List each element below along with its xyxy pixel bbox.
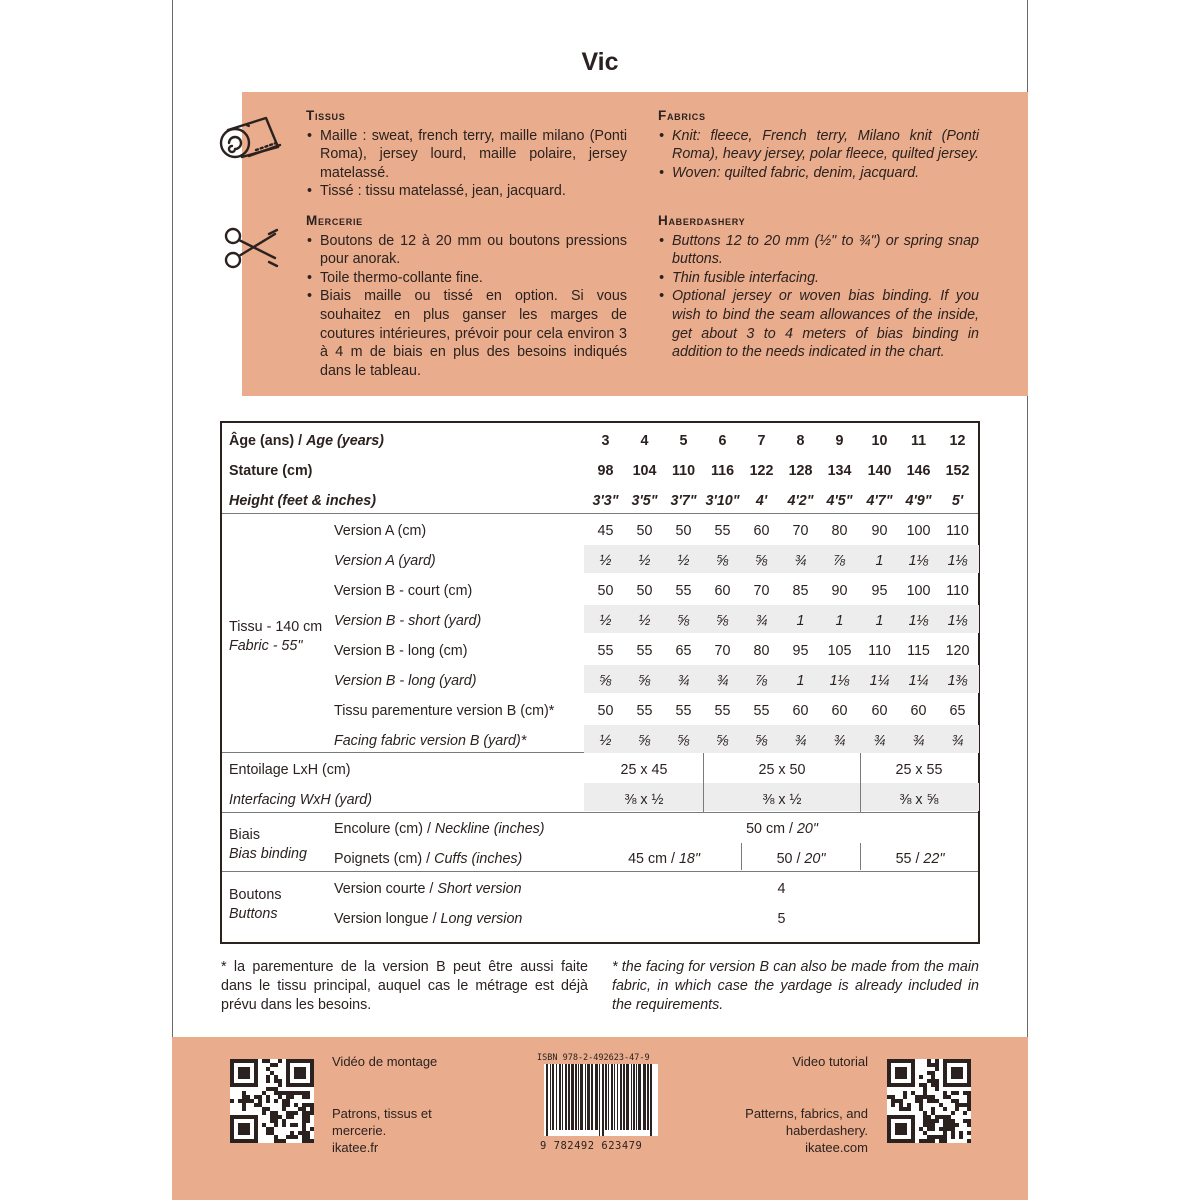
buttons-label: Boutons Buttons bbox=[229, 887, 282, 922]
fabric-row-label: Tissu parementure version B (cm)* bbox=[334, 703, 555, 719]
age-value: 4 bbox=[640, 433, 649, 449]
fabric-row-value: 100 bbox=[906, 523, 931, 539]
fabric-row-value: ½ bbox=[599, 733, 612, 749]
divider bbox=[703, 753, 704, 812]
fabric-row-value: 90 bbox=[831, 583, 848, 599]
fabric-row-value: 110 bbox=[868, 643, 891, 659]
list-item: • Boutons de 12 à 20 mm ou boutons pressions pour anorak. bbox=[306, 232, 627, 269]
fabric-row-value: 50 bbox=[636, 523, 653, 539]
fabric-row-value: 50 bbox=[597, 583, 614, 599]
fabric-row-value: 80 bbox=[831, 523, 848, 539]
interfacing-yard: ⅜ x ½ bbox=[624, 792, 664, 808]
fabric-row-value: 95 bbox=[871, 583, 888, 599]
list-item: • Tissé : tissu matelassé, jean, jacquard. bbox=[306, 182, 627, 201]
fabric-row-value: ⅝ bbox=[638, 673, 651, 689]
fabric-row-value: 60 bbox=[714, 583, 731, 599]
stature-value: 146 bbox=[906, 463, 931, 479]
age-value: 10 bbox=[871, 433, 888, 449]
list-item: • Maille : sweat, french terry, maille milano (Ponti Roma), jersey lourd, maille polaire, jersey matelassé. bbox=[306, 127, 627, 183]
fabric-row-value: 70 bbox=[714, 643, 731, 659]
list-item: • Buttons 12 to 20 mm (½" to ¾") or spring snap buttons. bbox=[658, 232, 979, 269]
fabric-row-value: ⅞ bbox=[755, 673, 768, 689]
fabric-row-value: 55 bbox=[675, 583, 692, 599]
fabric-row-value: 1 bbox=[835, 613, 844, 629]
short-version-value: 4 bbox=[777, 881, 786, 897]
fabric-row-value: 100 bbox=[906, 583, 931, 599]
long-version-label: Version longue / Long version bbox=[334, 911, 523, 927]
fabric-row-value: ¾ bbox=[677, 673, 690, 689]
height-value: 4'5" bbox=[826, 493, 853, 509]
long-version-value: 5 bbox=[777, 911, 786, 927]
fabric-row-value: 105 bbox=[827, 643, 852, 659]
height-value: 3'10" bbox=[705, 493, 740, 509]
interfacing-yard: ⅜ x ½ bbox=[762, 792, 802, 808]
fabric-row-value: 55 bbox=[753, 703, 770, 719]
height-value: 3'3" bbox=[592, 493, 619, 509]
fabric-row-value: 65 bbox=[949, 703, 966, 719]
list-item: • Toile thermo-collante fine. bbox=[306, 269, 627, 288]
divider bbox=[860, 753, 861, 812]
height-value: 4'2" bbox=[787, 493, 814, 509]
fabric-row-value: 70 bbox=[792, 523, 809, 539]
list-item: • Biais maille ou tissé en option. Si vous souhaitez en plus ganser les marges de coutures intérieures, prévoir pour cela environ 3 à 4 m de biais en plus des besoins indiqués dans le tableau. bbox=[306, 287, 627, 380]
fabrics-en-heading: Fabrics bbox=[658, 108, 706, 123]
qr-code-icon[interactable] bbox=[230, 1059, 314, 1148]
fabric-row-value: 85 bbox=[792, 583, 809, 599]
fabric-row-value: 55 bbox=[636, 703, 653, 719]
fabric-row-value: 1¼ bbox=[869, 673, 890, 689]
stature-value: 140 bbox=[867, 463, 892, 479]
fabric-row-value: 45 bbox=[597, 523, 614, 539]
fabric-row-value: 1⅛ bbox=[908, 553, 929, 569]
stature-label: Stature (cm) bbox=[229, 463, 313, 479]
fabric-row-value: ⅝ bbox=[755, 733, 768, 749]
interfacing-label-fr: Entoilage LxH (cm) bbox=[229, 762, 351, 778]
fabric-row-value: ¾ bbox=[912, 733, 925, 749]
fabric-row-label: Version B - court (cm) bbox=[334, 583, 473, 599]
fabric-row-value: 90 bbox=[871, 523, 888, 539]
fabric-row-value: ½ bbox=[599, 613, 612, 629]
cuffs-value: 55 / 22" bbox=[895, 851, 945, 867]
interfacing-label-en: Interfacing WxH (yard) bbox=[229, 792, 373, 808]
fabric-row-label: Version B - long (yard) bbox=[334, 673, 477, 689]
fabric-row-value: 60 bbox=[792, 703, 809, 719]
age-value: 6 bbox=[718, 433, 727, 449]
stature-value: 152 bbox=[945, 463, 970, 479]
fabric-row-value: ¾ bbox=[716, 673, 729, 689]
interfacing-cm: 25 x 45 bbox=[620, 762, 668, 778]
divider bbox=[222, 871, 978, 872]
age-value: 8 bbox=[796, 433, 805, 449]
fabric-row-value: 50 bbox=[636, 583, 653, 599]
fabrics-fr-section bbox=[306, 107, 627, 201]
fabric-row-value: ⅝ bbox=[755, 553, 768, 569]
fabric-row-value: 50 bbox=[597, 703, 614, 719]
age-value: 9 bbox=[835, 433, 844, 449]
video-en-label: Video tutorial bbox=[792, 1054, 868, 1069]
interfacing-cm: 25 x 50 bbox=[758, 762, 806, 778]
fabric-row-value: 55 bbox=[675, 703, 692, 719]
list-item: • Thin fusible interfacing. bbox=[658, 269, 979, 288]
site-en-link[interactable]: ikatee.com bbox=[805, 1140, 868, 1155]
cuffs-label: Poignets (cm) / Cuffs (inches) bbox=[334, 851, 523, 867]
barcode-number: 9 782492 623479 bbox=[540, 1140, 643, 1152]
requirements-table bbox=[220, 421, 980, 944]
footnote-fr: * la parementure de la version B peut être aussi faite dans le tissu principal, auquel cas le métrage est déjà prévu dans les besoins. bbox=[221, 959, 588, 1013]
site-fr-link[interactable]: ikatee.fr bbox=[332, 1140, 379, 1155]
fabric-row-value: 55 bbox=[597, 643, 614, 659]
page-title: Vic bbox=[581, 48, 619, 76]
list-item: • Knit: fleece, French terry, Milano knit (Ponti Roma), heavy jersey, polar fleece, quilted jersey. bbox=[658, 127, 979, 164]
fabric-row-value: 50 bbox=[675, 523, 692, 539]
fabric-row-value: ¾ bbox=[951, 733, 964, 749]
fabric-row-value: ⅞ bbox=[833, 553, 846, 569]
fabric-row-label: Version B - short (yard) bbox=[334, 613, 482, 629]
stature-value: 98 bbox=[597, 463, 614, 479]
notions-en-heading: Haberdashery bbox=[658, 213, 746, 228]
fabric-row-value: ½ bbox=[677, 553, 690, 569]
fabric-row-value: ¾ bbox=[755, 613, 768, 629]
age-value: 12 bbox=[949, 433, 966, 449]
qr-code-icon[interactable] bbox=[887, 1059, 971, 1148]
fabric-row-value: ½ bbox=[638, 553, 651, 569]
footnote-en: * the facing for version B can also be made from the main fabric, in which case the yardage is already included in the requirements. bbox=[612, 959, 979, 1013]
list-item: • Optional jersey or woven bias binding. If you wish to bind the seam allowances of the inside, get about 3 to 4 meters of bias binding in addition to the needs indicated in the chart. bbox=[658, 287, 979, 361]
fabric-row-value: 1⅛ bbox=[947, 613, 968, 629]
fabric-row-label: Version B - long (cm) bbox=[334, 643, 468, 659]
scissors-icon bbox=[221, 222, 281, 279]
height-value: 4' bbox=[755, 493, 768, 509]
age-value: 3 bbox=[601, 433, 610, 449]
bias-label: Biais Bias binding bbox=[229, 827, 307, 862]
neckline-label: Encolure (cm) / Neckline (inches) bbox=[334, 821, 545, 837]
fabrics-en-section bbox=[658, 107, 979, 182]
height-value: 4'7" bbox=[866, 493, 893, 509]
interfacing-yard: ⅜ x ⅝ bbox=[899, 792, 939, 808]
fabric-row-value: 55 bbox=[714, 523, 731, 539]
fabric-row-value: 1 bbox=[796, 673, 805, 689]
fabric-row-value: 60 bbox=[831, 703, 848, 719]
fabric-row-value: ¾ bbox=[873, 733, 886, 749]
barcode-icon bbox=[544, 1064, 658, 1141]
fabric-row-value: ⅝ bbox=[599, 673, 612, 689]
fabric-row-value: 110 bbox=[946, 523, 969, 539]
divider bbox=[222, 812, 978, 813]
notions-en-section bbox=[658, 212, 979, 362]
fabric-row-value: 65 bbox=[675, 643, 692, 659]
fabric-row-value: 1 bbox=[796, 613, 805, 629]
height-label: Height (feet & inches) bbox=[229, 493, 376, 509]
fabric-row-value: 60 bbox=[910, 703, 927, 719]
height-value: 4'9" bbox=[905, 493, 932, 509]
fabric-row-value: 1⅛ bbox=[829, 673, 850, 689]
fabric-row-value: 115 bbox=[907, 643, 930, 659]
fabric-row-value: ⅝ bbox=[677, 613, 690, 629]
fabric-row-value: 1 bbox=[875, 613, 884, 629]
fabric-row-value: 55 bbox=[636, 643, 653, 659]
age-value: 5 bbox=[679, 433, 688, 449]
fabric-row-value: 80 bbox=[753, 643, 770, 659]
fabric-row-value: ½ bbox=[599, 553, 612, 569]
stature-value: 128 bbox=[788, 463, 813, 479]
fabric-row-value: 1⅜ bbox=[947, 673, 968, 689]
fabric-row-value: 95 bbox=[792, 643, 809, 659]
fabric-row-label: Facing fabric version B (yard)* bbox=[334, 733, 527, 749]
fabric-row-value: 1¼ bbox=[908, 673, 929, 689]
fabric-row-value: 120 bbox=[945, 643, 970, 659]
notions-fr-heading: Mercerie bbox=[306, 213, 363, 228]
fabric-row-value: ¾ bbox=[794, 553, 807, 569]
height-value: 5' bbox=[951, 493, 964, 509]
patterns-en-text: Patterns, fabrics, and haberdashery. bbox=[745, 1106, 868, 1138]
video-fr-label: Vidéo de montage bbox=[332, 1054, 438, 1069]
stature-value: 110 bbox=[671, 463, 696, 479]
fabric-row-value: ⅝ bbox=[677, 733, 690, 749]
cuffs-value: 45 cm / 18" bbox=[628, 851, 700, 867]
fabric-row-value: 60 bbox=[753, 523, 770, 539]
fabrics-fr-heading: Tissus bbox=[306, 108, 346, 123]
fabric-row-value: ⅝ bbox=[716, 733, 729, 749]
stature-value: 116 bbox=[710, 463, 735, 479]
fabric-row-value: 55 bbox=[714, 703, 731, 719]
fabric-roll-icon bbox=[218, 112, 284, 173]
fabric-row-value: 1 bbox=[875, 553, 884, 569]
stature-value: 134 bbox=[827, 463, 852, 479]
fabric-row-label: Version A (cm) bbox=[334, 523, 427, 539]
neckline-value: 50 cm / 20" bbox=[746, 821, 818, 837]
fabric-row-value: ⅝ bbox=[638, 733, 651, 749]
cuffs-value: 50 / 20" bbox=[776, 851, 826, 867]
stature-value: 104 bbox=[632, 463, 657, 479]
fabric-row-value: ½ bbox=[638, 613, 651, 629]
fabric-row-value: 70 bbox=[753, 583, 770, 599]
list-item: • Woven: quilted fabric, denim, jacquard. bbox=[658, 164, 979, 183]
patterns-fr-text: Patrons, tissus et mercerie. bbox=[332, 1106, 432, 1138]
fabric-row-value: 110 bbox=[946, 583, 969, 599]
fabric-row-label: Version A (yard) bbox=[334, 553, 436, 569]
height-value: 3'7" bbox=[670, 493, 697, 509]
fabric-row-value: 1⅛ bbox=[908, 613, 929, 629]
fabric-group-label: Tissu - 140 cm Fabric - 55" bbox=[229, 619, 323, 654]
divider bbox=[222, 513, 978, 514]
age-value: 11 bbox=[910, 433, 927, 449]
stature-value: 122 bbox=[749, 463, 774, 479]
fabric-row-value: ¾ bbox=[833, 733, 846, 749]
fabric-row-value: 1⅛ bbox=[947, 553, 968, 569]
fabric-row-value: ¾ bbox=[794, 733, 807, 749]
short-version-label: Version courte / Short version bbox=[334, 881, 522, 897]
fabric-row-value: ⅝ bbox=[716, 553, 729, 569]
fabric-row-value: 60 bbox=[871, 703, 888, 719]
interfacing-cm: 25 x 55 bbox=[895, 762, 943, 778]
isbn-text: ISBN 978-2-492623-47-9 bbox=[537, 1053, 650, 1063]
notions-fr-section bbox=[306, 212, 627, 380]
age-label: Âge (ans) / Age (years) bbox=[229, 433, 384, 449]
fabric-row-value: ⅝ bbox=[716, 613, 729, 629]
age-value: 7 bbox=[757, 433, 766, 449]
height-value: 3'5" bbox=[631, 493, 658, 509]
